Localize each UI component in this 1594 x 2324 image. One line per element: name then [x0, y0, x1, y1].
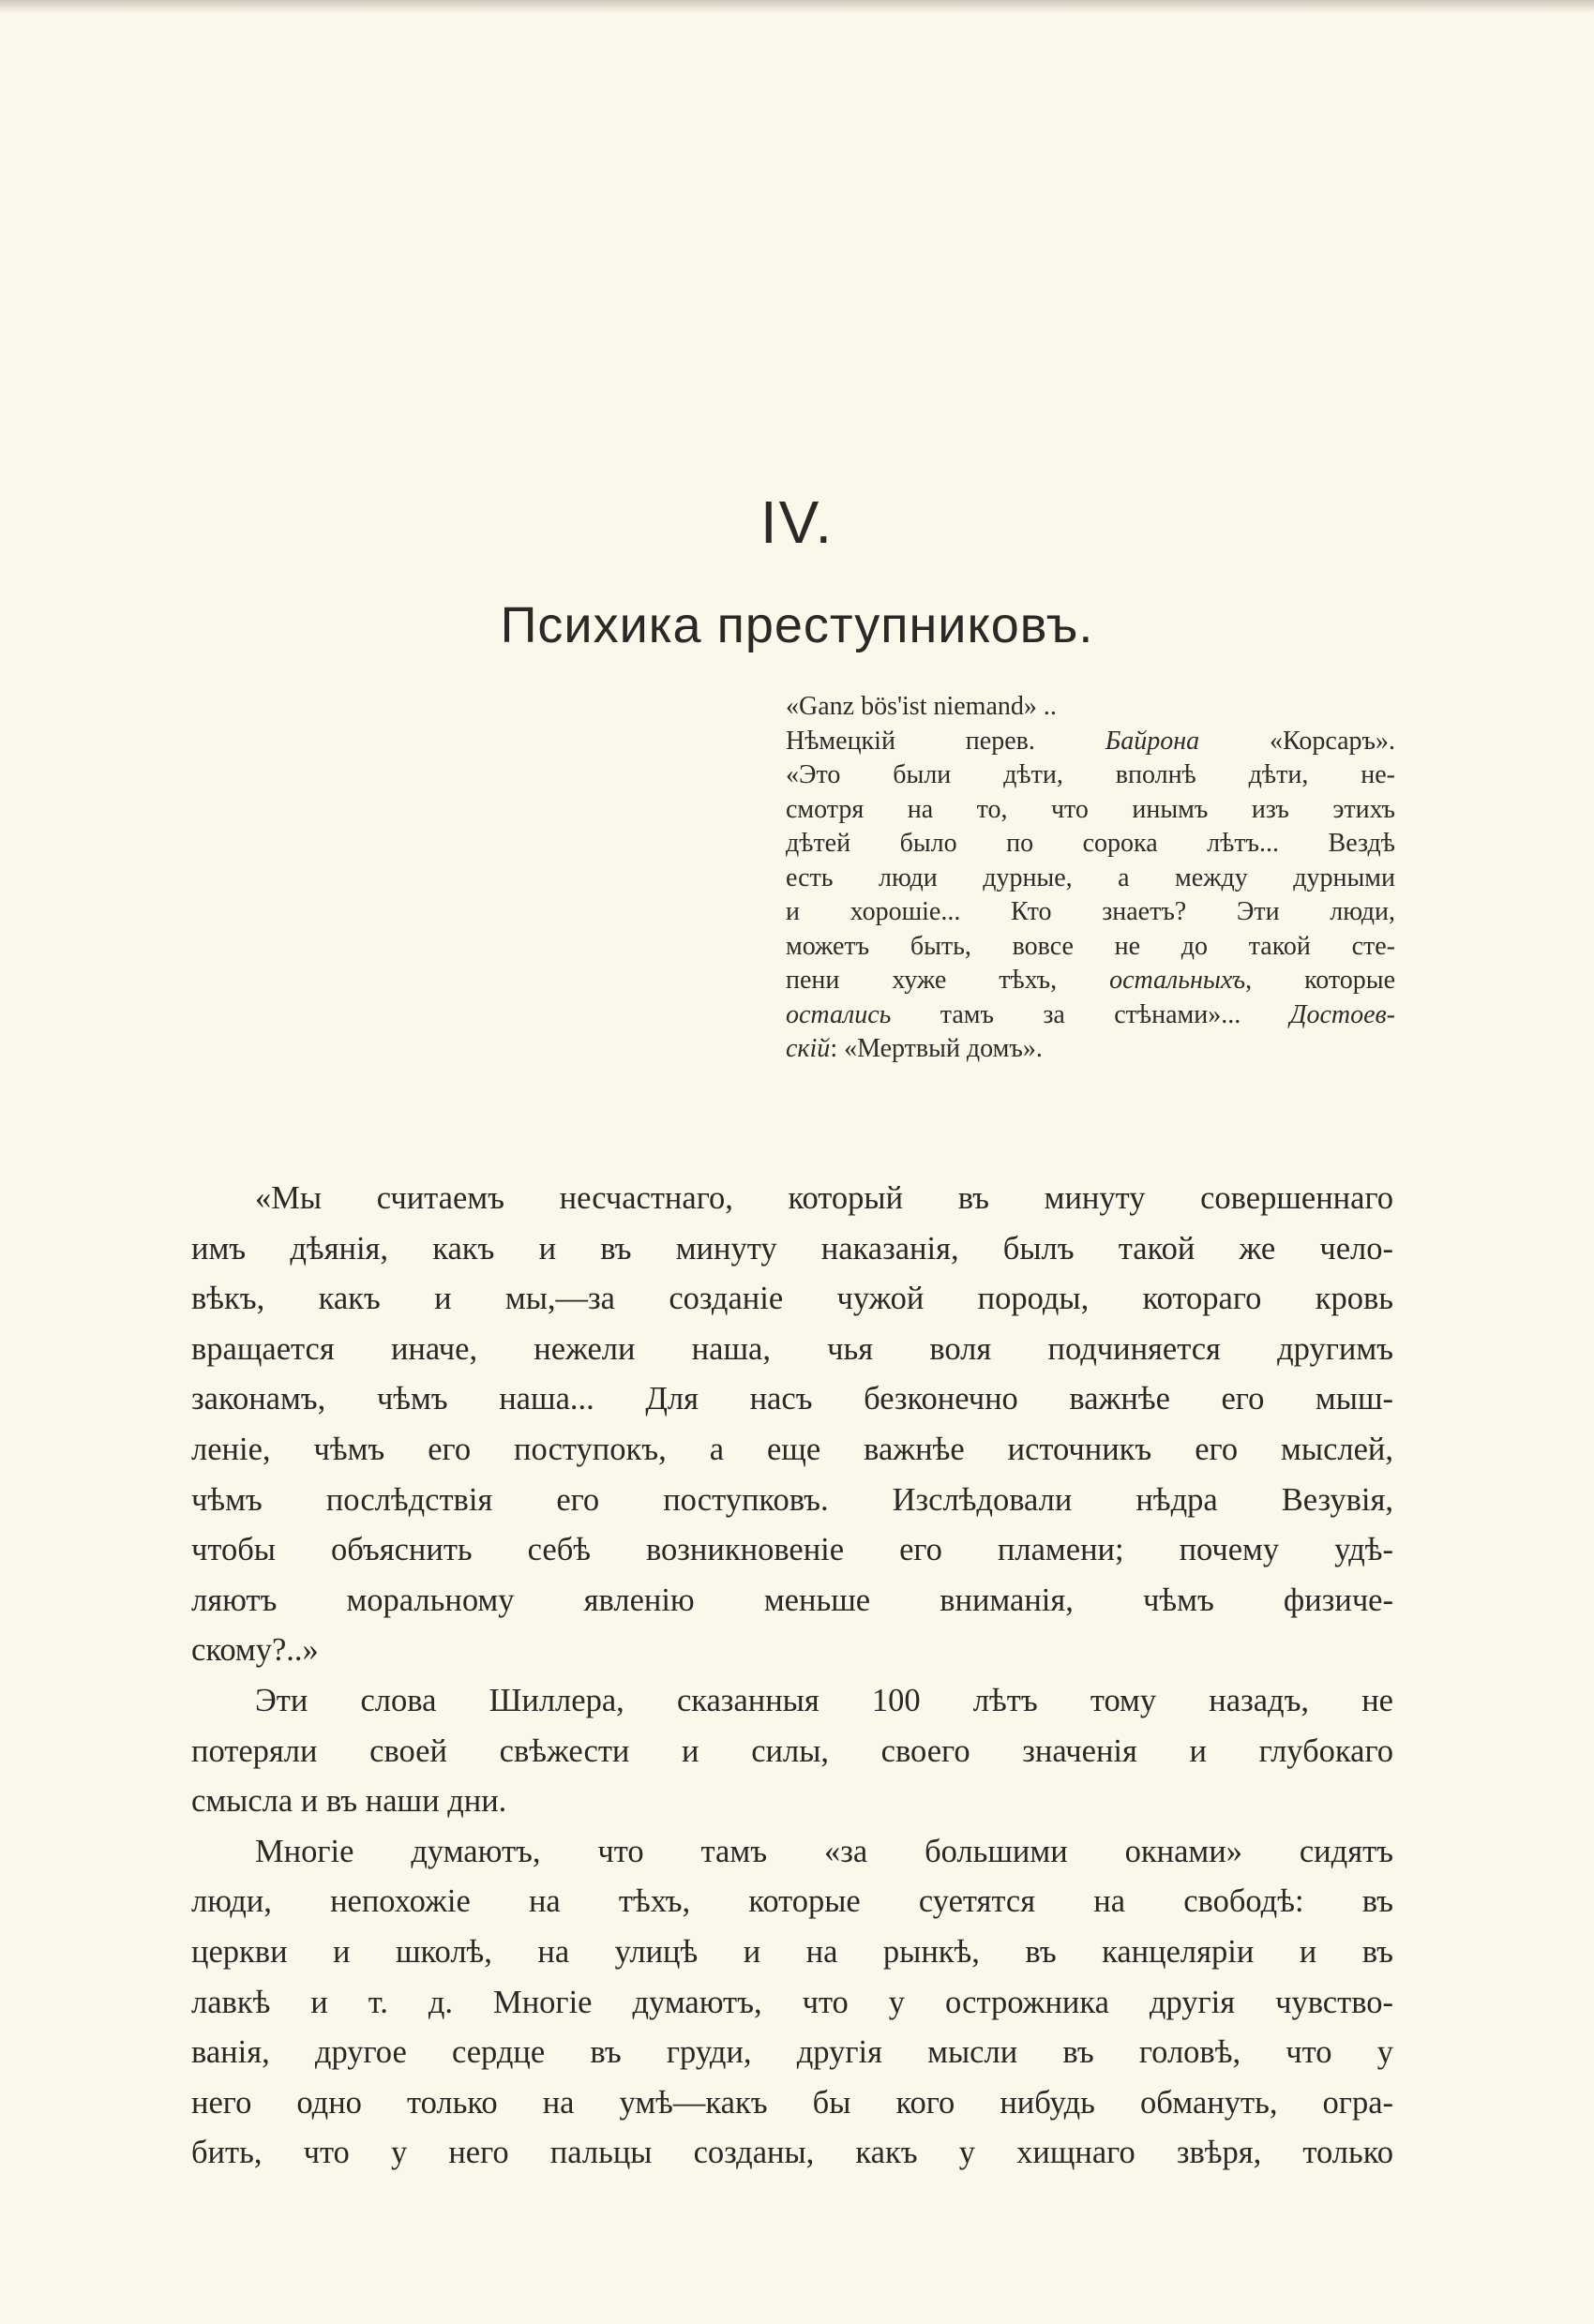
- epigraph-line: Нѣмецкій перев. Байрона «Корсаръ».: [786, 726, 1395, 756]
- body-line: него одно только на умѣ—какъ бы кого нибудь обмануть, огра-: [191, 2084, 1393, 2121]
- epigraph-line: есть люди дурные, а между дурными: [786, 862, 1395, 892]
- body-line: церкви и школѣ, на улицѣ и на рынкѣ, въ канцеляріи и въ: [191, 1933, 1393, 1970]
- body-line: ляютъ моральному явленію меньше вниманія, чѣмъ физиче-: [191, 1582, 1393, 1618]
- body-line: скому?..»: [191, 1632, 319, 1669]
- body-line: бить, что у него пальцы созданы, какъ у хищнаго звѣря, только: [191, 2135, 1393, 2171]
- epigraph-line: «Это были дѣти, вполнѣ дѣти, не-: [786, 760, 1395, 789]
- epigraph-line: можетъ быть, вовсе не до такой сте-: [786, 931, 1395, 961]
- body-line: леніе, чѣмъ его поступокъ, а еще важнѣе источникъ его мыслей,: [191, 1431, 1393, 1467]
- chapter-title: Психика преступниковъ.: [500, 597, 1094, 653]
- body-line: Эти слова Шиллера, сказанныя 100 лѣтъ тому назадъ, не: [255, 1682, 1393, 1718]
- epigraph-line: остались тамъ за стѣнами»... Достоев-: [786, 999, 1395, 1029]
- epigraph-line: смотря на то, что инымъ изъ этихъ: [786, 794, 1395, 824]
- body-line: чтобы объяснить себѣ возникновеніе его пламени; почему удѣ-: [191, 1532, 1393, 1568]
- chapter-number: IV.: [759, 488, 835, 556]
- epigraph-line: и хорошіе... Кто знаетъ? Эти люди,: [786, 897, 1395, 926]
- epigraph: [786, 690, 1395, 1067]
- epigraph-line: дѣтей было по сорока лѣтъ... Вездѣ: [786, 829, 1395, 858]
- body-line: вѣкъ, какъ и мы,—за созданіе чужой породы, котораго кровь: [191, 1281, 1393, 1317]
- epigraph-line: «Ganz bös'ist niemand» ..: [786, 692, 1057, 721]
- body-line: имъ дѣянія, какъ и въ минуту наказанія, былъ такой же чело-: [191, 1230, 1393, 1267]
- body-line: чѣмъ послѣдствія его поступковъ. Изслѣдовали нѣдра Везувія,: [191, 1481, 1393, 1518]
- body-line: люди, непохожіе на тѣхъ, которые суетятся на свободѣ: въ: [191, 1883, 1393, 1920]
- body-line: ванія, другое сердце въ груди, другія мысли въ головѣ, что у: [191, 2034, 1393, 2071]
- body-line: вращается иначе, нежели наша, чья воля подчиняется другимъ: [191, 1330, 1393, 1367]
- epigraph-line: скій: «Мертвый домъ».: [786, 1034, 1043, 1063]
- body-line: лавкѣ и т. д. Многіе думаютъ, что у острожника другія чувство-: [191, 1984, 1393, 2020]
- body-line: законамъ, чѣмъ наша... Для насъ безконечно важнѣе его мыш-: [191, 1381, 1393, 1417]
- body-line: «Мы считаемъ несчастнаго, который въ минуту совершеннаго: [255, 1180, 1393, 1216]
- body-text: [191, 1174, 1393, 2179]
- body-line: потеряли своей свѣжести и силы, своего значенія и глубокаго: [191, 1732, 1393, 1769]
- body-line: Многіе думаютъ, что тамъ «за большими окнами» сидятъ: [255, 1833, 1393, 1869]
- body-line: смысла и въ наши дни.: [191, 1783, 507, 1820]
- epigraph-line: пени хуже тѣхъ, остальныхъ, которые: [786, 966, 1395, 995]
- page-top-edge: [0, 0, 1594, 13]
